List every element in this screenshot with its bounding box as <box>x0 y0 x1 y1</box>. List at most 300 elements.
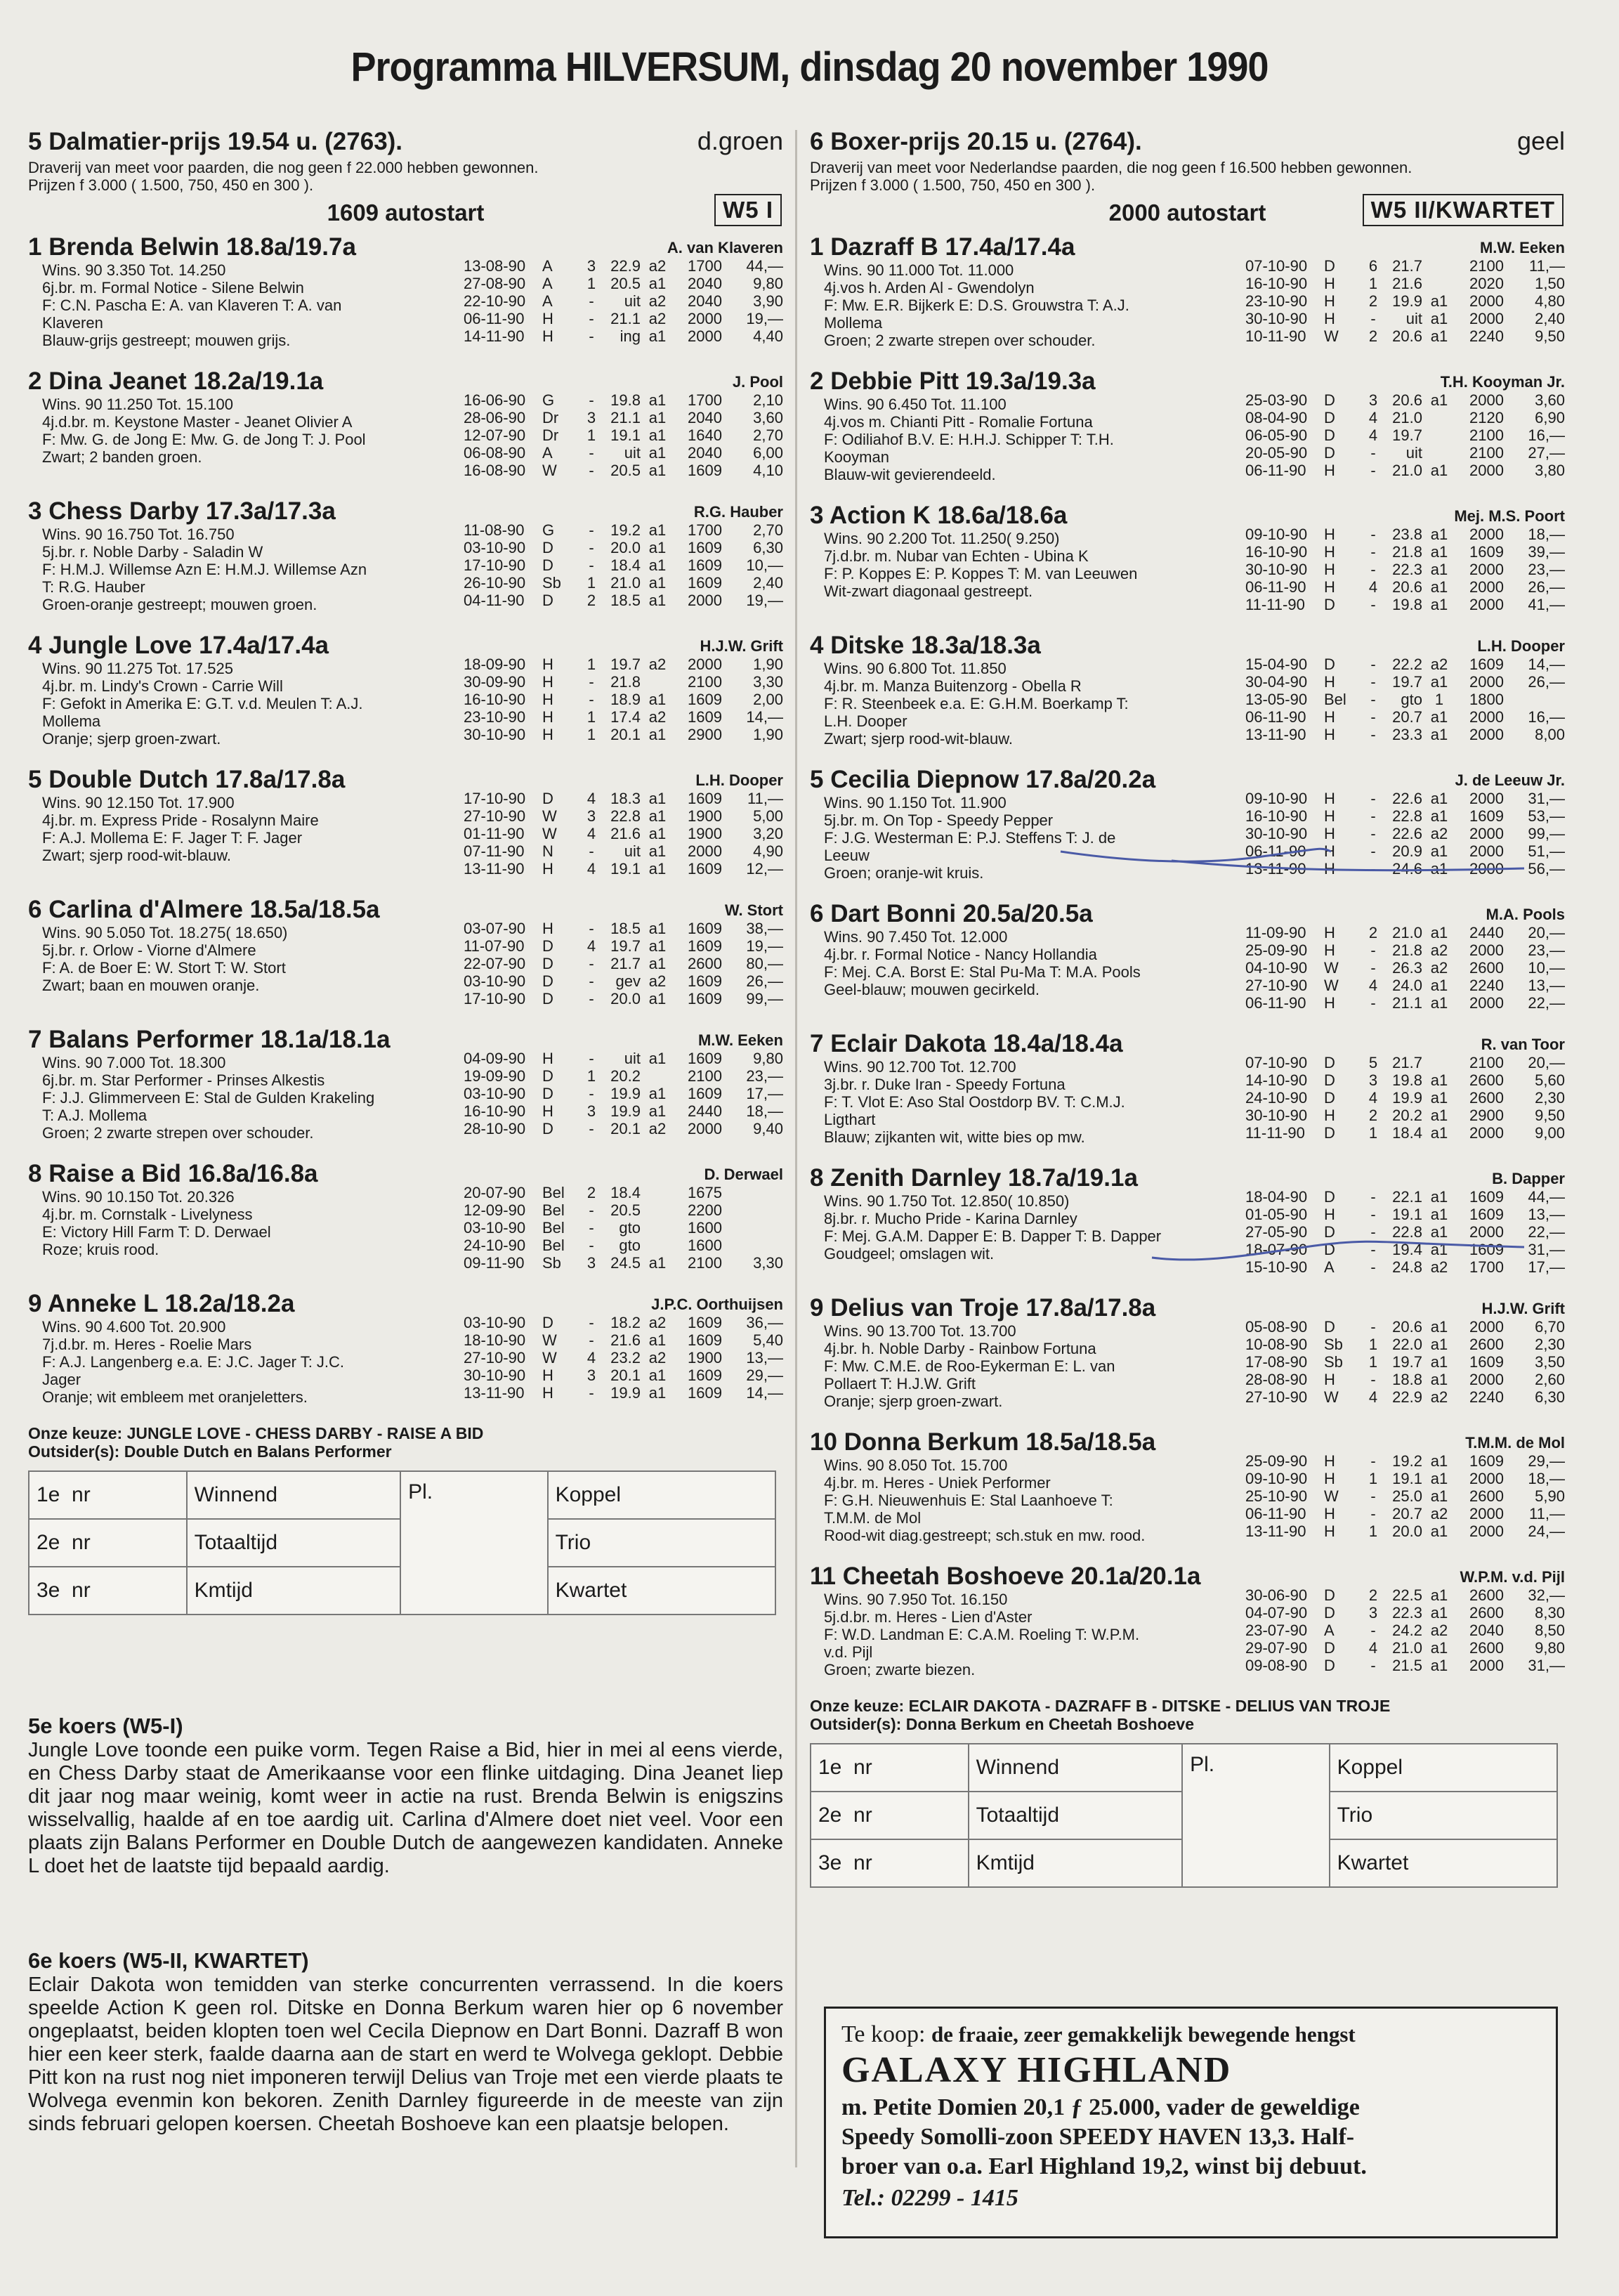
start-cell: 3 <box>586 257 596 275</box>
start-cell: a1 <box>1430 726 1448 743</box>
horse-detail: F: Mw. G. de Jong E: Mw. G. de Jong T: J. Pool <box>42 431 366 448</box>
horse-detail: Wins. 90 7.950 Tot. 16.150 <box>824 1591 1008 1608</box>
horse-name: 7 Balans Performer 18.1a/18.1a <box>28 1026 391 1053</box>
start-cell: W <box>1324 1388 1339 1406</box>
trainer-name: B. Dapper <box>1492 1170 1565 1187</box>
trainer-name: A. van Klaveren <box>667 239 783 256</box>
start-cell: 1609 <box>688 860 722 878</box>
start-cell: Sb <box>1324 1353 1343 1371</box>
start-cell: 26,— <box>1528 673 1565 691</box>
start-cell: H <box>1324 708 1335 726</box>
start-cell: 27-10-90 <box>464 1349 526 1366</box>
ad-line: broer van o.a. Earl Highland 19,2, winst bij debuut. <box>841 2153 1367 2179</box>
start-cell: 4 <box>1368 1089 1378 1107</box>
start-cell: 23,— <box>746 1067 783 1085</box>
start-cell: 24.5 <box>610 1254 641 1272</box>
start-cell: 2100 <box>688 673 722 691</box>
start-cell: 2200 <box>688 1201 722 1219</box>
start-cell: - <box>1370 543 1376 561</box>
start-cell: 11,— <box>1529 1505 1565 1522</box>
horse-detail: 7j.d.br. m. Heres - Roelie Mars <box>42 1336 252 1353</box>
start-cell: - <box>589 673 594 691</box>
start-cell: 16-10-90 <box>464 691 526 708</box>
start-cell: D <box>1324 1639 1335 1657</box>
start-cell: 18.4 <box>1392 1124 1422 1142</box>
start-cell: - <box>1370 1206 1376 1223</box>
start-cell: 6,70 <box>1535 1318 1565 1336</box>
start-cell: 4 <box>1368 578 1378 596</box>
start-cell: Bel <box>542 1201 565 1219</box>
start-cell: a1 <box>648 937 667 955</box>
start-cell: 22-10-90 <box>464 292 526 310</box>
trainer-name: L.H. Dooper <box>1477 637 1565 655</box>
start-cell: Bel <box>542 1237 565 1254</box>
result-cell: Totaaltijd <box>969 1792 1182 1839</box>
horse-detail: Wins. 90 11.000 Tot. 11.000 <box>824 261 1014 279</box>
start-cell: 27-05-90 <box>1245 1223 1308 1241</box>
start-cell: 06-11-90 <box>1245 994 1306 1012</box>
start-cell: 18.3 <box>610 790 641 807</box>
start-cell: D <box>1324 1223 1335 1241</box>
start-cell: 21.7 <box>1392 257 1422 275</box>
start-cell: H <box>1324 526 1335 543</box>
start-cell: a1 <box>648 275 667 292</box>
start-cell: 30-10-90 <box>1245 825 1308 842</box>
trainer-name: T.H. Kooyman Jr. <box>1440 373 1565 391</box>
horse-name: 11 Cheetah Boshoeve 20.1a/20.1a <box>810 1563 1201 1590</box>
result-cell: Trio <box>1330 1792 1557 1839</box>
start-cell: D <box>1324 655 1335 673</box>
start-cell: a1 <box>1430 994 1448 1012</box>
start-cell: 4 <box>1368 977 1378 994</box>
start-cell: 3 <box>586 1366 596 1384</box>
start-cell: 06-11-90 <box>464 310 525 327</box>
start-cell: H <box>542 726 553 743</box>
start-cell: 19.9 <box>1392 1089 1422 1107</box>
start-cell: 21.0 <box>1392 1639 1422 1657</box>
start-cell: 1609 <box>688 1314 722 1331</box>
start-cell: a1 <box>1430 561 1448 578</box>
start-cell: a1 <box>648 790 667 807</box>
outsiders: Outsider(s): Double Dutch en Balans Performer <box>28 1442 392 1461</box>
start-cell: 20.0 <box>610 990 641 1007</box>
start-cell: 06-11-90 <box>1245 842 1306 860</box>
start-cell: 13-05-90 <box>1245 691 1308 708</box>
start-cell: 1,90 <box>753 726 783 743</box>
start-cell: 3 <box>586 409 596 426</box>
horse-detail: Wins. 90 5.050 Tot. 18.275( 18.650) <box>42 924 288 941</box>
horse-detail: 4j.vos m. Chianti Pitt - Romalie Fortuna <box>824 413 1093 431</box>
start-cell: D <box>542 972 553 990</box>
start-cell: 23-07-90 <box>1245 1622 1308 1639</box>
start-cell: 5,90 <box>1535 1487 1565 1505</box>
start-cell: uit <box>1405 444 1422 462</box>
start-cell: 20-05-90 <box>1245 444 1308 462</box>
horse-name: 1 Brenda Belwin 18.8a/19.7a <box>28 233 356 261</box>
start-cell: 14-10-90 <box>1245 1071 1308 1089</box>
horse-detail: Wit-zwart diagonaal gestreept. <box>824 582 1033 600</box>
horse-detail: 8j.br. r. Mucho Pride - Karina Darnley <box>824 1210 1077 1227</box>
start-cell: 1609 <box>1469 1188 1504 1206</box>
start-cell: 99,— <box>1528 825 1565 842</box>
start-cell: 3 <box>1368 1071 1378 1089</box>
start-cell: 13-11-90 <box>464 1384 525 1402</box>
start-cell: 19.8 <box>610 391 641 409</box>
start-cell: 9,80 <box>753 275 783 292</box>
start-cell: 19-09-90 <box>464 1067 526 1085</box>
horse-detail: Klaveren <box>42 314 103 332</box>
start-cell: 18,— <box>1528 1470 1565 1487</box>
start-cell: 29-07-90 <box>1245 1639 1308 1657</box>
start-cell: 29,— <box>1528 1452 1565 1470</box>
start-cell: 20.2 <box>1392 1107 1422 1124</box>
start-cell: 10,— <box>746 556 783 574</box>
start-cell: 19.1 <box>610 426 641 444</box>
horse-name: 7 Eclair Dakota 18.4a/18.4a <box>810 1030 1123 1057</box>
start-cell: H <box>542 860 553 878</box>
start-cell: 19.7 <box>1392 426 1422 444</box>
start-cell: 19,— <box>746 310 783 327</box>
start-cell: a1 <box>1430 790 1448 807</box>
horse-detail: Groen-oranje gestreept; mouwen groen. <box>42 596 317 613</box>
start-cell: uit <box>624 842 641 860</box>
start-cell: 2000 <box>1469 578 1504 596</box>
start-cell: 22.5 <box>1392 1586 1422 1604</box>
start-cell: 2040 <box>688 275 722 292</box>
start-cell: a1 <box>1430 1470 1448 1487</box>
start-cell: 5 <box>1368 1054 1378 1071</box>
start-cell: H <box>1324 860 1335 878</box>
race-color: geel <box>1516 126 1565 155</box>
start-cell: 8,50 <box>1535 1622 1565 1639</box>
page-title: Programma HILVERSUM, dinsdag 20 november 1990 <box>350 44 1269 90</box>
start-cell: 16,— <box>1528 426 1565 444</box>
start-cell: 25-10-90 <box>1245 1487 1308 1505</box>
start-cell: 2000 <box>1469 561 1504 578</box>
our-choice: Onze keuze: JUNGLE LOVE - CHESS DARBY - RAISE A BID <box>28 1424 484 1442</box>
start-cell: 19.8 <box>1392 596 1422 613</box>
start-cell: 14,— <box>746 1384 783 1402</box>
horse-detail: Groen; 2 zwarte strepen over schouder. <box>824 332 1096 349</box>
start-cell: 11,— <box>747 790 783 807</box>
start-cell: 30-10-90 <box>1245 310 1308 327</box>
start-cell: 28-10-90 <box>464 1120 526 1137</box>
start-cell: - <box>1370 1371 1376 1388</box>
start-cell: 16-10-90 <box>1245 275 1308 292</box>
start-cell: D <box>1324 1241 1335 1258</box>
horse-detail: Zwart; 2 banden groen. <box>42 448 202 466</box>
start-cell: 2600 <box>1469 1604 1504 1622</box>
start-cell: 20.6 <box>1392 1318 1422 1336</box>
start-cell: 1700 <box>1469 1258 1504 1276</box>
start-cell: a1 <box>1430 462 1448 479</box>
horse-detail: Jager <box>42 1371 81 1388</box>
horse-name: 9 Anneke L 18.2a/18.2a <box>28 1290 295 1317</box>
start-cell: 20.1 <box>610 726 641 743</box>
start-cell: 8,30 <box>1535 1604 1565 1622</box>
start-cell: 2000 <box>688 1120 722 1137</box>
start-cell: 11,— <box>1529 257 1565 275</box>
start-cell: 04-07-90 <box>1245 1604 1308 1622</box>
start-cell: 3 <box>586 1254 596 1272</box>
start-cell: 13-11-90 <box>1245 860 1306 878</box>
horse-detail: T: A.J. Mollema <box>42 1107 148 1124</box>
start-cell: 09-10-90 <box>1245 526 1308 543</box>
horse-detail: 7j.d.br. m. Nubar van Echten - Ubina K <box>824 547 1089 565</box>
start-cell: 1700 <box>688 391 722 409</box>
start-cell: 19.9 <box>610 1384 641 1402</box>
story-text: Eclair Dakota won temidden van sterke concurrenten verrassend. In die koers speelde Action K geen rol. Ditske en Donna Berkum waren hier op 6 november ongeplaatst, beiden klopten toen wel Cecila Diepnow en Dart Bonni. Dazraff B won hier een keer sterk, faalde daarna aan de start en werd te Wolvega geklopt. Debbie Pitt kon na rust nog niet imponeren terwijl Delius van Troje met een vierde plaats te Wolvega evenmin kon bekoren. Zenith Darnley figureerde in de meeste van zijn sinds februari gelopen koersen. Cheetah Boshoeve kan een plaatsje belopen. <box>28 1974 783 2135</box>
start-cell: 21.0 <box>610 574 641 592</box>
start-cell: 06-11-90 <box>1245 462 1306 479</box>
start-cell: 18.8 <box>1392 1371 1422 1388</box>
start-cell: D <box>542 990 553 1007</box>
start-cell: 2000 <box>1469 726 1504 743</box>
start-cell: - <box>589 1237 594 1254</box>
start-cell: 1 <box>1368 1470 1378 1487</box>
start-cell: 1 <box>1368 275 1378 292</box>
start-cell: D <box>1324 1188 1335 1206</box>
trainer-name: J. de Leeuw Jr. <box>1455 771 1565 789</box>
start-cell: - <box>1370 1258 1376 1276</box>
start-cell: D <box>1324 1657 1335 1674</box>
start-cell: 1800 <box>1469 691 1504 708</box>
start-cell: 24-10-90 <box>464 1237 526 1254</box>
start-cell: a1 <box>1430 977 1448 994</box>
start-cell: 20.5 <box>610 462 641 479</box>
start-cell: 18-10-90 <box>464 1331 526 1349</box>
start-cell: 21.1 <box>610 310 641 327</box>
horse-detail: F: T. Vlot E: Aso Stal Oostdorp BV. T: C.M.J. <box>824 1093 1125 1111</box>
start-cell: 4 <box>1368 409 1378 426</box>
start-cell: 23.8 <box>1392 526 1422 543</box>
start-cell: 9,00 <box>1535 1124 1565 1142</box>
result-cell: Trio <box>548 1519 775 1567</box>
start-cell: 24.2 <box>1392 1622 1422 1639</box>
horse-detail: Ligthart <box>824 1111 876 1128</box>
start-cell: 2100 <box>1469 1054 1504 1071</box>
start-cell: 22.2 <box>1392 655 1422 673</box>
start-cell: 2000 <box>1469 310 1504 327</box>
start-cell: 20.2 <box>610 1067 641 1085</box>
race-name: 5 Dalmatier-prijs 19.54 u. (2763). <box>28 128 403 155</box>
trainer-name: R.G. Hauber <box>693 503 783 521</box>
start-cell: 2040 <box>1469 1622 1504 1639</box>
ad-phone: Tel.: 02299 - 1415 <box>841 2185 1018 2211</box>
horse-detail: Groen; 2 zwarte strepen over schouder. <box>42 1124 314 1142</box>
start-cell: a1 <box>648 955 667 972</box>
start-cell: a1 <box>1430 860 1448 878</box>
start-cell: - <box>589 1120 594 1137</box>
start-cell: 23.2 <box>610 1349 641 1366</box>
start-cell: a1 <box>648 521 667 539</box>
start-cell: - <box>1370 310 1376 327</box>
start-cell: - <box>1370 959 1376 977</box>
start-cell: a1 <box>1430 1188 1448 1206</box>
start-cell: 24-10-90 <box>1245 1089 1308 1107</box>
start-cell: 2000 <box>1469 1505 1504 1522</box>
start-cell: D <box>542 1067 553 1085</box>
horse-detail: Wins. 90 1.150 Tot. 11.900 <box>824 794 1007 811</box>
start-cell: 1 <box>586 655 596 673</box>
race-prizes: Prijzen f 3.000 ( 1.500, 750, 450 en 300 ). <box>810 176 1096 194</box>
start-cell: 13-08-90 <box>464 257 526 275</box>
horse-detail: Zwart; sjerp rood-wit-blauw. <box>42 847 231 864</box>
start-cell: A <box>1324 1258 1335 1276</box>
start-cell: 22.8 <box>1392 807 1422 825</box>
start-cell: 2000 <box>688 842 722 860</box>
start-cell: 09-10-90 <box>1245 1470 1308 1487</box>
start-cell: a1 <box>1430 1071 1448 1089</box>
start-cell: a2 <box>1430 1388 1448 1406</box>
horse-detail: Blauw; zijkanten wit, witte bies op mw. <box>824 1128 1085 1146</box>
start-cell: a1 <box>1430 1336 1448 1353</box>
start-cell: D <box>542 592 553 609</box>
start-cell: 19.1 <box>610 860 641 878</box>
start-cell: 2 <box>586 592 596 609</box>
trainer-name: M.A. Pools <box>1486 906 1565 923</box>
start-cell: 1609 <box>688 1085 722 1102</box>
start-cell: 2000 <box>1469 941 1504 959</box>
start-cell: 28-06-90 <box>464 409 526 426</box>
start-cell: 19.2 <box>610 521 641 539</box>
start-cell: 21.8 <box>610 673 641 691</box>
start-cell: 1 <box>586 1067 596 1085</box>
start-cell: 2120 <box>1469 409 1504 426</box>
start-cell: 20.7 <box>1392 708 1422 726</box>
start-cell: D <box>1324 1054 1335 1071</box>
start-cell: 22.3 <box>1392 561 1422 578</box>
result-cell: Winnend <box>969 1744 1182 1792</box>
horse-detail: 5j.br. m. On Top - Speedy Pepper <box>824 811 1054 829</box>
start-cell: - <box>1370 708 1376 726</box>
horse-name: 2 Debbie Pitt 19.3a/19.3a <box>810 367 1096 395</box>
start-cell: 22.0 <box>1392 1336 1422 1353</box>
start-cell: - <box>589 1384 594 1402</box>
start-cell: - <box>589 972 594 990</box>
start-cell: 04-09-90 <box>464 1050 526 1067</box>
start-cell: G <box>542 391 555 409</box>
start-cell: 31,— <box>1528 1657 1565 1674</box>
horse-detail: F: J.G. Westerman E: P.J. Steffens T: J. de <box>824 829 1116 847</box>
ad-line: Te koop: de fraaie, zeer gemakkelijk bewegende hengst <box>841 2021 1356 2047</box>
start-cell: 24.6 <box>1392 860 1422 878</box>
start-cell: 18.5 <box>610 592 641 609</box>
start-cell: 3,20 <box>753 825 783 842</box>
start-cell: A <box>542 292 553 310</box>
start-cell: 2240 <box>1469 1388 1504 1406</box>
start-cell: 18-04-90 <box>1245 1188 1308 1206</box>
start-cell: 19.9 <box>610 1102 641 1120</box>
start-cell: Sb <box>542 1254 561 1272</box>
start-cell: 1609 <box>688 539 722 556</box>
horse-detail: Oranje; sjerp groen-zwart. <box>42 730 221 748</box>
start-cell: - <box>1370 994 1376 1012</box>
start-cell: H <box>542 1050 553 1067</box>
start-cell: 26,— <box>746 972 783 990</box>
start-cell: 06-05-90 <box>1245 426 1308 444</box>
start-cell: a1 <box>648 842 667 860</box>
start-cell: 06-11-90 <box>1245 708 1306 726</box>
start-cell: 5,00 <box>753 807 783 825</box>
horse-detail: 6j.br. m. Formal Notice - Silene Belwin <box>42 279 304 296</box>
start-cell: a2 <box>1430 825 1448 842</box>
horse-name: 4 Ditske 18.3a/18.3a <box>810 632 1041 659</box>
start-cell: 2000 <box>1469 526 1504 543</box>
start-cell: 2040 <box>688 292 722 310</box>
start-cell: 4 <box>1368 1388 1378 1406</box>
start-cell: 2000 <box>1469 994 1504 1012</box>
start-cell: 6,30 <box>1535 1388 1565 1406</box>
start-cell: 16,— <box>1528 708 1565 726</box>
start-cell: 19.7 <box>1392 1353 1422 1371</box>
start-cell: 04-10-90 <box>1245 959 1308 977</box>
start-cell: a1 <box>1430 1604 1448 1622</box>
start-cell: 1 <box>586 574 596 592</box>
horse-detail: 4j.br. m. Manza Buitenzorg - Obella R <box>824 677 1082 695</box>
horse-detail: Geel-blauw; mouwen gecirkeld. <box>824 981 1040 998</box>
start-cell: 1609 <box>688 1331 722 1349</box>
start-cell: H <box>542 1366 553 1384</box>
start-cell: a1 <box>1430 807 1448 825</box>
ad-line: Speedy Somolli-zoon SPEEDY HAVEN 13,3. Half- <box>841 2124 1355 2150</box>
start-cell: 07-10-90 <box>1245 1054 1308 1071</box>
start-cell: H <box>1324 1470 1335 1487</box>
result-cell: 1e nr <box>29 1471 187 1519</box>
start-cell: 1609 <box>688 972 722 990</box>
start-cell: 20.6 <box>1392 391 1422 409</box>
pen-stroke <box>1172 861 1524 870</box>
horse-detail: F: Mej. G.A.M. Dapper E: B. Dapper T: B. Dapper <box>824 1227 1162 1245</box>
start-cell: H <box>542 1384 553 1402</box>
start-cell: 19.2 <box>1392 1452 1422 1470</box>
start-cell: a2 <box>648 1349 667 1366</box>
start-cell: 20.1 <box>610 1120 641 1137</box>
start-cell: D <box>1324 391 1335 409</box>
start-cell: a1 <box>1430 1206 1448 1223</box>
horse-name: 2 Dina Jeanet 18.2a/19.1a <box>28 367 324 395</box>
race-name: 6 Boxer-prijs 20.15 u. (2764). <box>810 128 1142 155</box>
start-cell: 17,— <box>746 1085 783 1102</box>
start-cell: 2600 <box>1469 1089 1504 1107</box>
start-cell: D <box>1324 1124 1335 1142</box>
start-cell: 1609 <box>688 462 722 479</box>
start-cell: a2 <box>1430 959 1448 977</box>
start-cell: a2 <box>648 1120 667 1137</box>
start-cell: 21.7 <box>1392 1054 1422 1071</box>
start-cell: 2000 <box>1469 462 1504 479</box>
result-cell: 3e nr <box>29 1567 187 1615</box>
start-cell: H <box>1324 924 1335 941</box>
start-cell: 2600 <box>1469 1336 1504 1353</box>
start-cell: - <box>589 1314 594 1331</box>
start-cell: 18.2 <box>610 1314 641 1331</box>
start-cell: 24.0 <box>1392 977 1422 994</box>
start-cell: a2 <box>1430 1258 1448 1276</box>
start-cell: 2 <box>1368 327 1378 345</box>
start-cell: 18,— <box>746 1102 783 1120</box>
start-cell: 18.4 <box>610 1184 641 1201</box>
start-cell: 2000 <box>1469 292 1504 310</box>
start-cell: 56,— <box>1528 860 1565 878</box>
start-cell: 1609 <box>1469 807 1504 825</box>
start-cell: - <box>589 1201 594 1219</box>
race-conditions: Draverij van meet voor paarden, die nog geen f 22.000 hebben gewonnen. <box>28 159 539 176</box>
start-cell: 3,90 <box>753 292 783 310</box>
result-cell: Kmtijd <box>969 1839 1182 1887</box>
start-cell: - <box>1370 561 1376 578</box>
start-cell: 03-10-90 <box>464 1219 526 1237</box>
